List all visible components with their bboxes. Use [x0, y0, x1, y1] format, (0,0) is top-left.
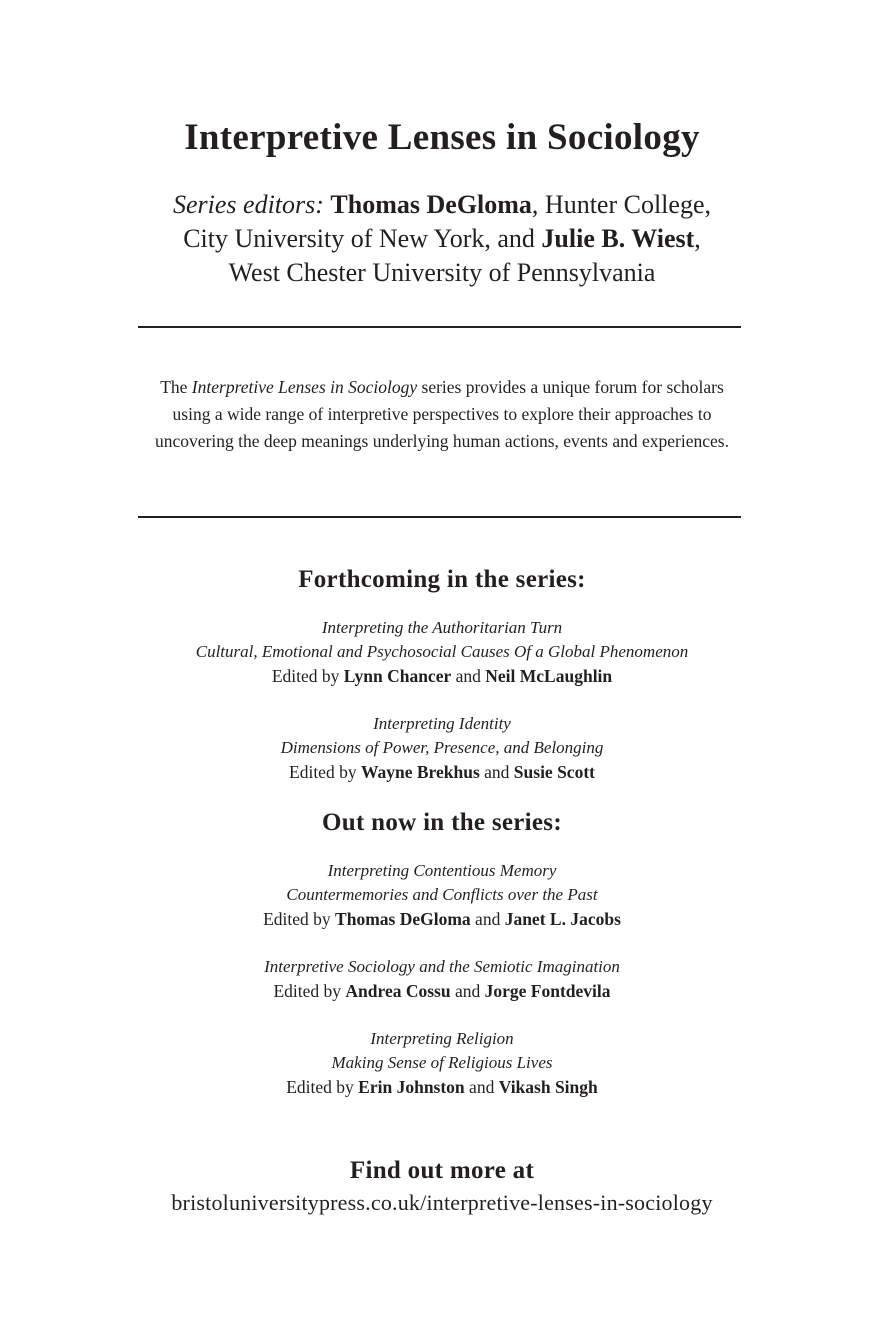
- book-subtitle: Cultural, Emotional and Psychosocial Causes Of a Global Phenomenon: [195, 642, 689, 661]
- series-title: Interpretive Lenses in Sociology: [184, 117, 700, 158]
- edited-by-label: Edited by: [271, 666, 344, 686]
- description-prefix: The: [160, 377, 192, 397]
- description-series-name: Interpretive Lenses in Sociology: [191, 377, 418, 397]
- edited-by-label: Edited by: [263, 909, 336, 929]
- book-entry: [0, 955, 884, 1003]
- and-label: and: [450, 981, 485, 1001]
- and-label: and: [464, 1077, 499, 1097]
- book-editors: [0, 664, 884, 688]
- editor-separator: ,: [694, 224, 701, 253]
- book-title: Interpreting Identity: [373, 714, 511, 733]
- edited-by-label: Edited by: [286, 1077, 359, 1097]
- book-entry: [0, 859, 884, 931]
- book-entry: [0, 712, 884, 784]
- book-title: Interpreting Contentious Memory: [327, 861, 557, 880]
- book-editor-b: Susie Scott: [513, 762, 595, 782]
- book-entry: [0, 1027, 884, 1099]
- and-label: and: [470, 909, 505, 929]
- book-editor-a: Wayne Brekhus: [360, 762, 480, 782]
- book-editor-b: Neil McLaughlin: [485, 666, 613, 686]
- editor-name-1: Thomas DeGloma: [330, 190, 532, 219]
- book-editor-a: Lynn Chancer: [343, 666, 452, 686]
- divider-bottom: [138, 516, 741, 518]
- book-editor-b: Janet L. Jacobs: [504, 909, 621, 929]
- book-editor-a: Erin Johnston: [358, 1077, 465, 1097]
- book-editors: [0, 907, 884, 931]
- book-entry: [0, 616, 884, 688]
- editor-name-2: Julie B. Wiest: [541, 224, 695, 253]
- and-label: and: [451, 666, 486, 686]
- editor-affiliation-1b: City University of New York, and: [183, 224, 542, 253]
- series-editors: [0, 188, 884, 290]
- out-now-heading: Out now in the series:: [322, 809, 562, 836]
- book-editor-a: Andrea Cossu: [345, 981, 451, 1001]
- book-subtitle: Countermemories and Conflicts over the Past: [286, 885, 598, 904]
- book-subtitle: Making Sense of Religious Lives: [331, 1053, 553, 1072]
- book-editors: [0, 979, 884, 1003]
- forthcoming-heading: Forthcoming in the series:: [298, 566, 586, 593]
- book-editors: [0, 760, 884, 784]
- edited-by-label: Edited by: [273, 981, 346, 1001]
- find-out-heading: Find out more at: [349, 1157, 535, 1184]
- editor-affiliation-1a: , Hunter College,: [531, 190, 711, 219]
- series-description: [140, 374, 744, 455]
- series-url: bristoluniversitypress.co.uk/interpretive-lenses-in-sociology: [171, 1190, 713, 1215]
- editors-label: Series editors:: [173, 190, 324, 219]
- book-editors: [0, 1075, 884, 1099]
- book-editor-a: Thomas DeGloma: [335, 909, 471, 929]
- edited-by-label: Edited by: [289, 762, 361, 782]
- book-editor-b: Jorge Fontdevila: [484, 981, 611, 1001]
- book-title: Interpreting Religion: [370, 1029, 514, 1048]
- editor-affiliation-2: West Chester University of Pennsylvania: [228, 258, 656, 287]
- book-title: Interpreting the Authoritarian Turn: [321, 618, 563, 637]
- book-subtitle: Dimensions of Power, Presence, and Belonging: [280, 738, 604, 757]
- divider-top: [138, 326, 741, 328]
- description-suffix: series provides a unique forum for scholars using a wide range of interpretive perspectives to explore their approaches to uncovering the deep meanings underlying human actions, events and experiences.: [155, 377, 729, 451]
- and-label: and: [479, 762, 514, 782]
- book-editor-b: Vikash Singh: [498, 1077, 598, 1097]
- book-title: Interpretive Sociology and the Semiotic Imagination: [264, 957, 620, 976]
